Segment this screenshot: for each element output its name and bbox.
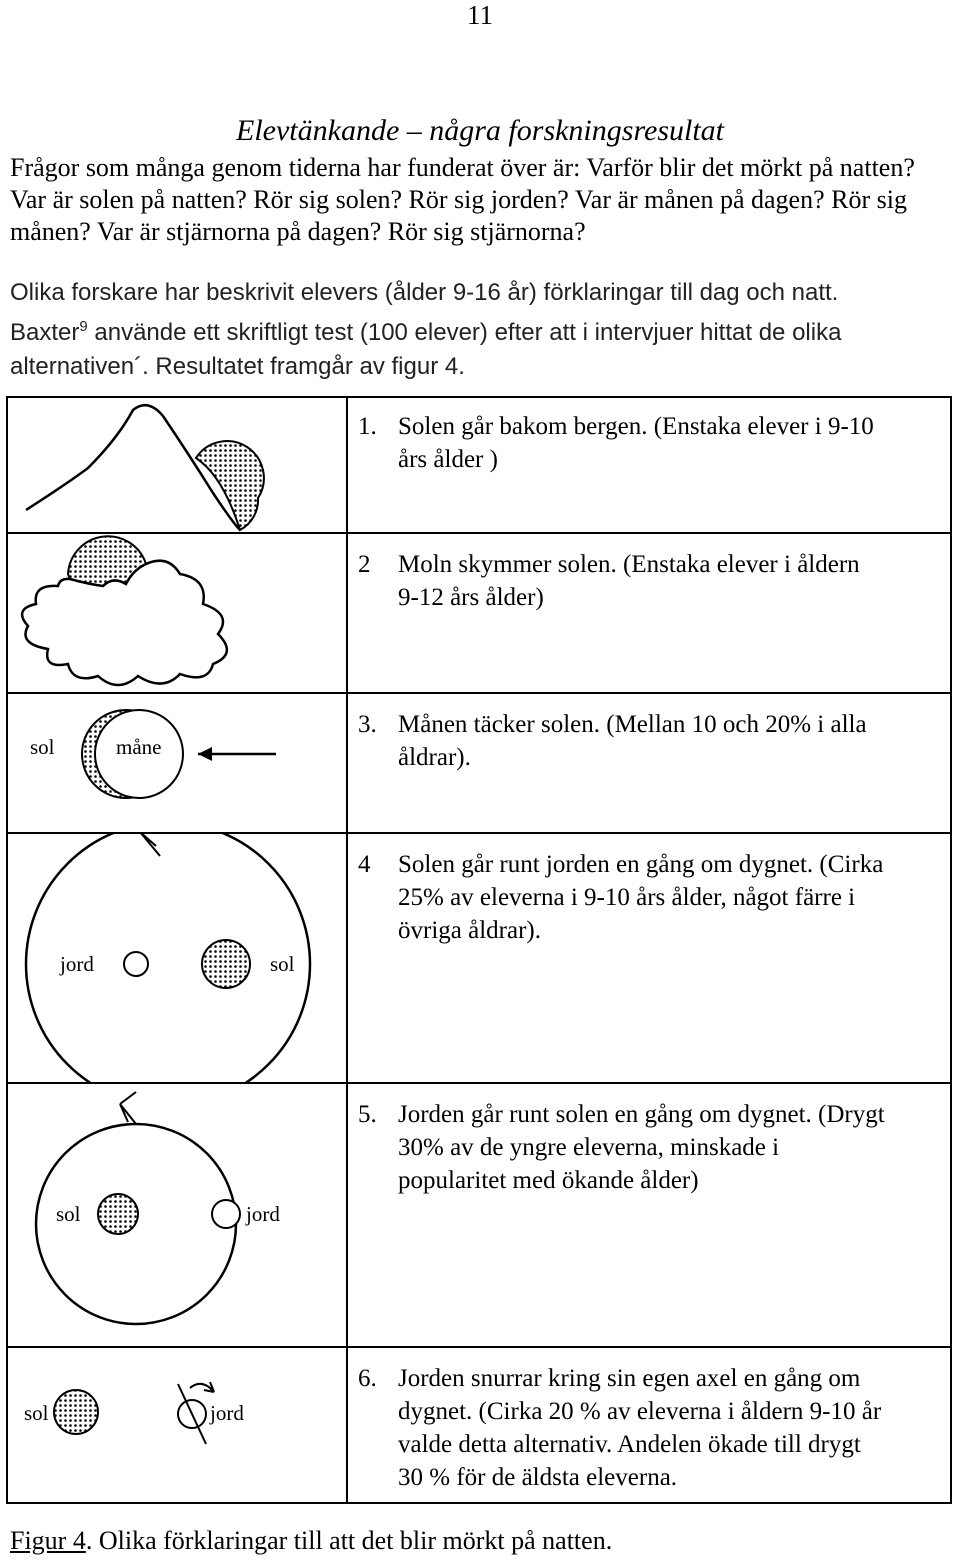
sun-icon	[98, 1194, 138, 1234]
option-line: års ålder )	[398, 446, 498, 473]
sun-icon	[54, 1390, 98, 1434]
table-row-1	[8, 398, 950, 532]
cloud-sun-illustration	[8, 534, 348, 692]
jord-label: jord	[210, 1401, 244, 1425]
option-5-text	[358, 1098, 950, 1197]
option-line: Månen täcker solen. (Mellan 10 och 20% i alla	[398, 711, 867, 738]
table-row-5	[8, 1082, 950, 1348]
rotation-arrow-icon	[190, 1382, 214, 1392]
option-2-text	[358, 548, 950, 614]
table-row-3	[8, 692, 950, 834]
option-number: 2	[358, 551, 371, 578]
figure-caption	[10, 1526, 612, 1556]
sol-label: sol	[30, 735, 55, 759]
sol-label: sol	[56, 1202, 81, 1226]
figure-label: Figur 4	[10, 1526, 86, 1555]
table-row-4	[8, 832, 950, 1084]
mane-label: måne	[116, 735, 162, 759]
option-line: 25% av eleverna i 9-10 års ålder, något färre i	[398, 884, 856, 911]
earth-icon	[124, 952, 148, 976]
option-line: Jorden snurrar kring sin egen axel en gång om	[398, 1365, 861, 1392]
orbit-arrow-icon	[140, 834, 160, 856]
jord-label: jord	[60, 952, 94, 976]
option-number: 1.	[358, 413, 377, 440]
section-title: Elevtänkande – några forskningsresultat	[236, 114, 724, 147]
figure-4-table	[6, 396, 952, 1504]
option-line: övriga åldrar).	[398, 917, 541, 944]
option-line: 9-12 års ålder)	[398, 584, 544, 611]
sun-orbits-earth-illustration	[8, 834, 353, 1082]
option-line: Moln skymmer solen. (Enstaka elever i åldern	[398, 551, 860, 578]
sol-label: sol	[24, 1401, 49, 1425]
table-row-2	[8, 532, 950, 694]
option-line: dygnet. (Cirka 20 % av eleverna i åldern 9-10 år	[398, 1398, 882, 1425]
sun-icon	[68, 536, 146, 586]
jord-label: jord	[246, 1202, 280, 1226]
baxter-name: Baxter	[10, 319, 80, 346]
option-1-text	[358, 410, 950, 476]
option-line: valde detta alternativ. Andelen ökade till drygt	[398, 1431, 861, 1458]
intro-paragraph: Frågor som många genom tiderna har funderat över är: Varför blir det mörkt på natten? Var är solen på natten? Rör sig solen? Rör sig jorden? Var är månen på dagen? Rör sig månen? Var är stjärnorna på dagen? Rör sig stjärnorna?	[10, 153, 915, 246]
option-line: Jorden går runt solen en gång om dygnet. (Drygt	[398, 1101, 885, 1128]
option-line: popularitet med ökande ålder)	[398, 1167, 699, 1194]
page-number: 11	[467, 0, 493, 30]
option-4-text	[358, 848, 950, 947]
option-6-text	[358, 1362, 950, 1494]
option-number: 3.	[358, 711, 377, 738]
table-divider	[346, 398, 348, 1502]
option-line: Solen går bakom bergen. (Enstaka elever i 9-10	[398, 413, 874, 440]
arrow-left-icon	[198, 747, 212, 761]
caption-text: . Olika förklaringar till att det blir mörkt på natten.	[85, 1526, 613, 1555]
sol-label: sol	[270, 952, 295, 976]
table-row-6	[8, 1346, 950, 1504]
earth-orbits-sun-illustration	[8, 1084, 353, 1346]
option-line: Solen går runt jorden en gång om dygnet. (Cirka	[398, 851, 884, 878]
moon-covers-sun-illustration	[8, 694, 348, 832]
orbit-arrow-icon	[120, 1092, 136, 1124]
option-line: åldrar).	[398, 744, 471, 771]
sun-icon	[202, 940, 250, 988]
option-line: 30% av de yngre eleverna, minskade i	[398, 1134, 780, 1161]
paragraph-line1: Olika forskare har beskrivit elevers (ålder 9-16 år) förklaringar till dag och natt.	[10, 279, 839, 306]
option-3-text	[358, 708, 950, 774]
footnote-marker: 9	[79, 318, 88, 335]
earth-icon	[212, 1200, 240, 1228]
mountain-sun-illustration	[8, 398, 348, 532]
earth-rotates-illustration	[8, 1348, 353, 1502]
paragraph-line2: använde ett skriftligt test (100 elever) efter att i intervjuer hittat de olika alternativen´. Resultatet framgår av figur 4.	[10, 319, 842, 380]
option-number: 4	[358, 851, 371, 878]
option-line: 30 % för de äldsta eleverna.	[398, 1464, 678, 1491]
option-number: 5.	[358, 1101, 377, 1128]
research-paragraph	[10, 276, 950, 384]
option-number: 6.	[358, 1365, 377, 1392]
